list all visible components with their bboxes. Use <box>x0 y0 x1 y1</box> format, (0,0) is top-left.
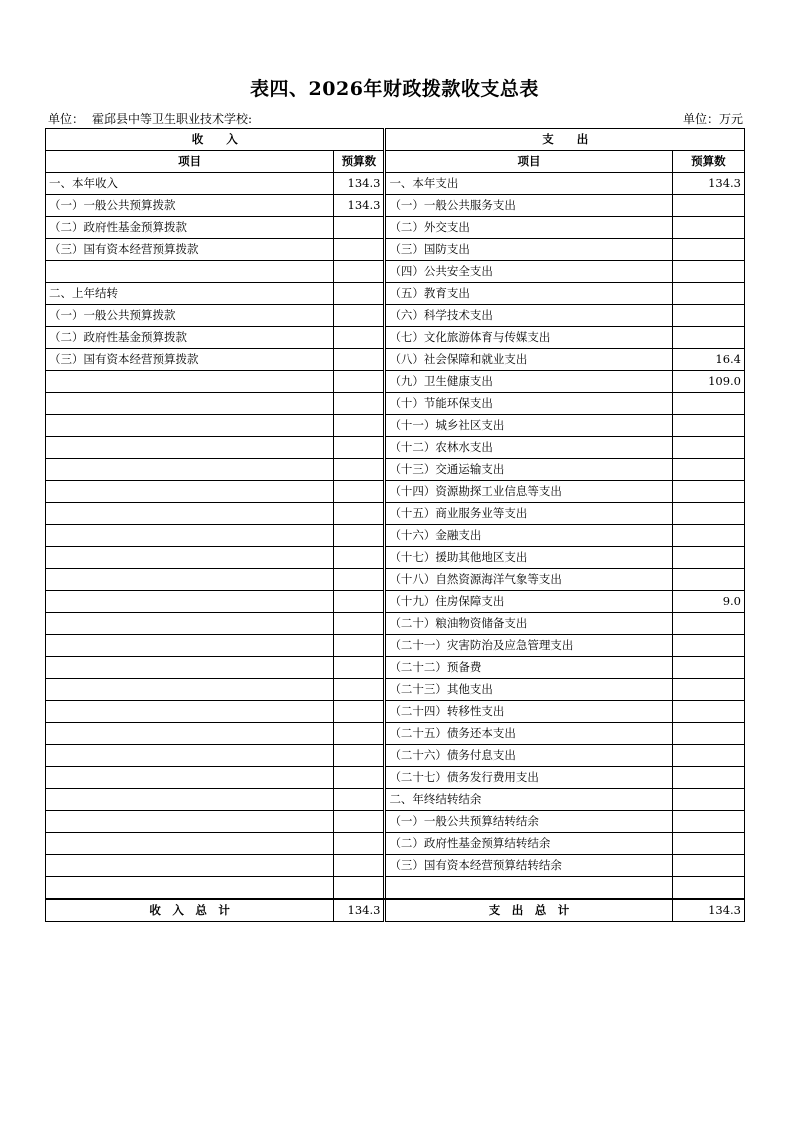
expense-value-cell <box>672 195 744 217</box>
table-row <box>46 239 745 261</box>
expense-value-cell <box>672 415 744 437</box>
expense-item-cell: （二十二）预备费 <box>386 657 672 679</box>
currency-unit: 单位：万元 <box>682 112 743 126</box>
expense-value-cell <box>672 481 744 503</box>
income-item-cell <box>46 767 334 789</box>
income-item-header: 项目 <box>46 151 334 173</box>
table-row <box>46 855 745 877</box>
table-row <box>46 481 745 503</box>
income-value-cell <box>334 701 384 723</box>
expense-item-cell: （十三）交通运输支出 <box>386 459 672 481</box>
table-row <box>46 547 745 569</box>
expense-item-header: 项目 <box>386 151 672 173</box>
table-row <box>46 745 745 767</box>
expense-value-cell <box>672 525 744 547</box>
table-row <box>46 811 745 833</box>
table-row <box>46 437 745 459</box>
income-total-value: 134.3 <box>334 899 384 922</box>
expense-item-cell: 二、年终结转结余 <box>386 789 672 811</box>
header-row-section <box>46 129 745 151</box>
table-row <box>46 701 745 723</box>
expense-item-cell: （二十四）转移性支出 <box>386 701 672 723</box>
table-row <box>46 327 745 349</box>
table-row <box>46 591 745 613</box>
expense-item-cell: （三）国防支出 <box>386 239 672 261</box>
income-total-label: 收 入 总 计 <box>46 899 334 922</box>
income-item-cell <box>46 833 334 855</box>
expense-item-cell: （二十三）其他支出 <box>386 679 672 701</box>
unit-label: 单位： <box>48 112 85 126</box>
expense-total-value: 134.3 <box>672 899 744 922</box>
income-item-cell <box>46 547 334 569</box>
income-value-cell <box>334 305 384 327</box>
expense-item-cell: （六）科学技术支出 <box>386 305 672 327</box>
expense-value-cell <box>672 393 744 415</box>
expense-value-cell <box>672 305 744 327</box>
expense-item-cell: （一）一般公共服务支出 <box>386 195 672 217</box>
expense-value-cell <box>672 437 744 459</box>
income-value-cell <box>334 525 384 547</box>
expense-total-label: 支 出 总 计 <box>386 899 672 922</box>
expense-item-cell: （七）文化旅游体育与传媒支出 <box>386 327 672 349</box>
income-item-cell: 二、上年结转 <box>46 283 334 305</box>
expense-item-cell: （三）国有资本经营预算结转结余 <box>386 855 672 877</box>
expense-value-cell <box>672 217 744 239</box>
page-title: 表四、2026年财政拨款收支总表 <box>250 78 539 100</box>
table-row <box>46 217 745 239</box>
expense-value-cell <box>672 789 744 811</box>
income-value-cell <box>334 349 384 371</box>
expense-header: 支 出 <box>386 129 745 151</box>
expense-item-cell: （十九）住房保障支出 <box>386 591 672 613</box>
expense-item-cell: （二）政府性基金预算结转结余 <box>386 833 672 855</box>
income-value-cell <box>334 877 384 900</box>
table-row <box>46 415 745 437</box>
income-item-cell <box>46 415 334 437</box>
table-row <box>46 283 745 305</box>
expense-item-cell: （八）社会保障和就业支出 <box>386 349 672 371</box>
income-header: 收 入 <box>46 129 384 151</box>
expense-value-cell <box>672 503 744 525</box>
table-row <box>46 767 745 789</box>
income-item-cell <box>46 481 334 503</box>
expense-item-cell: 一、本年支出 <box>386 173 672 195</box>
expense-item-cell: （十四）资源勘探工业信息等支出 <box>386 481 672 503</box>
income-item-cell <box>46 261 334 283</box>
table-row <box>46 195 745 217</box>
income-value-cell <box>334 723 384 745</box>
income-item-cell <box>46 789 334 811</box>
income-value-cell <box>334 217 384 239</box>
income-value-cell <box>334 591 384 613</box>
income-value-cell <box>334 261 384 283</box>
income-item-cell <box>46 525 334 547</box>
header-row-columns <box>46 151 745 173</box>
income-item-cell <box>46 877 334 900</box>
income-value-cell: 134.3 <box>334 173 384 195</box>
income-value-cell <box>334 481 384 503</box>
table-row <box>46 635 745 657</box>
table-row <box>46 833 745 855</box>
unit-info <box>48 110 252 127</box>
expense-value-cell <box>672 855 744 877</box>
table-row <box>46 723 745 745</box>
expense-item-cell: （四）公共安全支出 <box>386 261 672 283</box>
income-item-cell <box>46 371 334 393</box>
expense-value-cell: 134.3 <box>672 173 744 195</box>
expense-value-cell <box>672 635 744 657</box>
income-value-cell <box>334 283 384 305</box>
income-value-cell <box>334 613 384 635</box>
income-item-cell <box>46 635 334 657</box>
income-item-cell <box>46 393 334 415</box>
income-value-cell <box>334 855 384 877</box>
expense-value-cell <box>672 327 744 349</box>
table-row <box>46 789 745 811</box>
budget-table <box>45 128 745 922</box>
income-item-cell <box>46 745 334 767</box>
expense-value-cell <box>672 239 744 261</box>
table-row <box>46 657 745 679</box>
income-budget-header: 预算数 <box>334 151 384 173</box>
table-row <box>46 173 745 195</box>
expense-value-cell <box>672 459 744 481</box>
expense-item-cell: （二十）粮油物资储备支出 <box>386 613 672 635</box>
income-item-cell <box>46 569 334 591</box>
income-value-cell <box>334 239 384 261</box>
expense-item-cell: （二十一）灾害防治及应急管理支出 <box>386 635 672 657</box>
income-item-cell <box>46 437 334 459</box>
expense-value-cell <box>672 613 744 635</box>
expense-item-cell: （十六）金融支出 <box>386 525 672 547</box>
income-value-cell <box>334 789 384 811</box>
income-item-cell <box>46 459 334 481</box>
expense-value-cell: 9.0 <box>672 591 744 613</box>
income-value-cell <box>334 393 384 415</box>
income-value-cell <box>334 635 384 657</box>
income-item-cell <box>46 657 334 679</box>
expense-value-cell <box>672 745 744 767</box>
expense-item-cell <box>386 877 672 900</box>
income-value-cell <box>334 437 384 459</box>
expense-value-cell <box>672 767 744 789</box>
table-row <box>46 371 745 393</box>
income-item-cell <box>46 613 334 635</box>
income-item-cell: 一、本年收入 <box>46 173 334 195</box>
expense-value-cell <box>672 657 744 679</box>
income-value-cell <box>334 547 384 569</box>
table-row <box>46 459 745 481</box>
income-value-cell <box>334 327 384 349</box>
table-row <box>46 679 745 701</box>
expense-item-cell: （十五）商业服务业等支出 <box>386 503 672 525</box>
income-value-cell <box>334 833 384 855</box>
expense-item-cell: （二十六）债务付息支出 <box>386 745 672 767</box>
expense-budget-header: 预算数 <box>672 151 744 173</box>
expense-item-cell: （九）卫生健康支出 <box>386 371 672 393</box>
expense-item-cell: （二十七）债务发行费用支出 <box>386 767 672 789</box>
income-value-cell <box>334 459 384 481</box>
income-item-cell: （二）政府性基金预算拨款 <box>46 217 334 239</box>
table-row <box>46 349 745 371</box>
income-value-cell <box>334 745 384 767</box>
income-value-cell <box>334 679 384 701</box>
income-item-cell: （三）国有资本经营预算拨款 <box>46 239 334 261</box>
expense-value-cell <box>672 679 744 701</box>
expense-value-cell <box>672 877 744 900</box>
expense-value-cell <box>672 547 744 569</box>
expense-value-cell: 16.4 <box>672 349 744 371</box>
expense-value-cell <box>672 261 744 283</box>
expense-value-cell <box>672 701 744 723</box>
table-row <box>46 503 745 525</box>
income-item-cell: （一）一般公共预算拨款 <box>46 195 334 217</box>
expense-value-cell <box>672 283 744 305</box>
income-item-cell: （三）国有资本经营预算拨款 <box>46 349 334 371</box>
table-row <box>46 569 745 591</box>
income-value-cell <box>334 503 384 525</box>
expense-item-cell: （二）外交支出 <box>386 217 672 239</box>
expense-item-cell: （十一）城乡社区支出 <box>386 415 672 437</box>
expense-item-cell: （十七）援助其他地区支出 <box>386 547 672 569</box>
total-row <box>46 899 745 922</box>
income-value-cell <box>334 811 384 833</box>
income-item-cell <box>46 591 334 613</box>
table-row <box>46 305 745 327</box>
table-row <box>46 613 745 635</box>
expense-value-cell <box>672 811 744 833</box>
income-value-cell <box>334 767 384 789</box>
income-item-cell: （二）政府性基金预算拨款 <box>46 327 334 349</box>
income-item-cell <box>46 811 334 833</box>
income-item-cell <box>46 503 334 525</box>
income-value-cell: 134.3 <box>334 195 384 217</box>
income-value-cell <box>334 371 384 393</box>
table-row <box>46 393 745 415</box>
expense-item-cell: （十二）农林水支出 <box>386 437 672 459</box>
expense-item-cell: （十八）自然资源海洋气象等支出 <box>386 569 672 591</box>
income-item-cell <box>46 701 334 723</box>
unit-name: 霍邱县中等卫生职业技术学校: <box>92 112 253 126</box>
income-value-cell <box>334 657 384 679</box>
income-item-cell <box>46 723 334 745</box>
income-value-cell <box>334 415 384 437</box>
income-item-cell <box>46 679 334 701</box>
expense-item-cell: （五）教育支出 <box>386 283 672 305</box>
expense-item-cell: （十）节能环保支出 <box>386 393 672 415</box>
income-item-cell <box>46 855 334 877</box>
income-value-cell <box>334 569 384 591</box>
expense-item-cell: （二十五）债务还本支出 <box>386 723 672 745</box>
table-row <box>46 261 745 283</box>
table-row <box>46 877 745 900</box>
table-row <box>46 525 745 547</box>
expense-value-cell <box>672 723 744 745</box>
expense-value-cell <box>672 569 744 591</box>
expense-item-cell: （一）一般公共预算结转结余 <box>386 811 672 833</box>
expense-value-cell <box>672 833 744 855</box>
income-item-cell: （一）一般公共预算拨款 <box>46 305 334 327</box>
expense-value-cell: 109.0 <box>672 371 744 393</box>
